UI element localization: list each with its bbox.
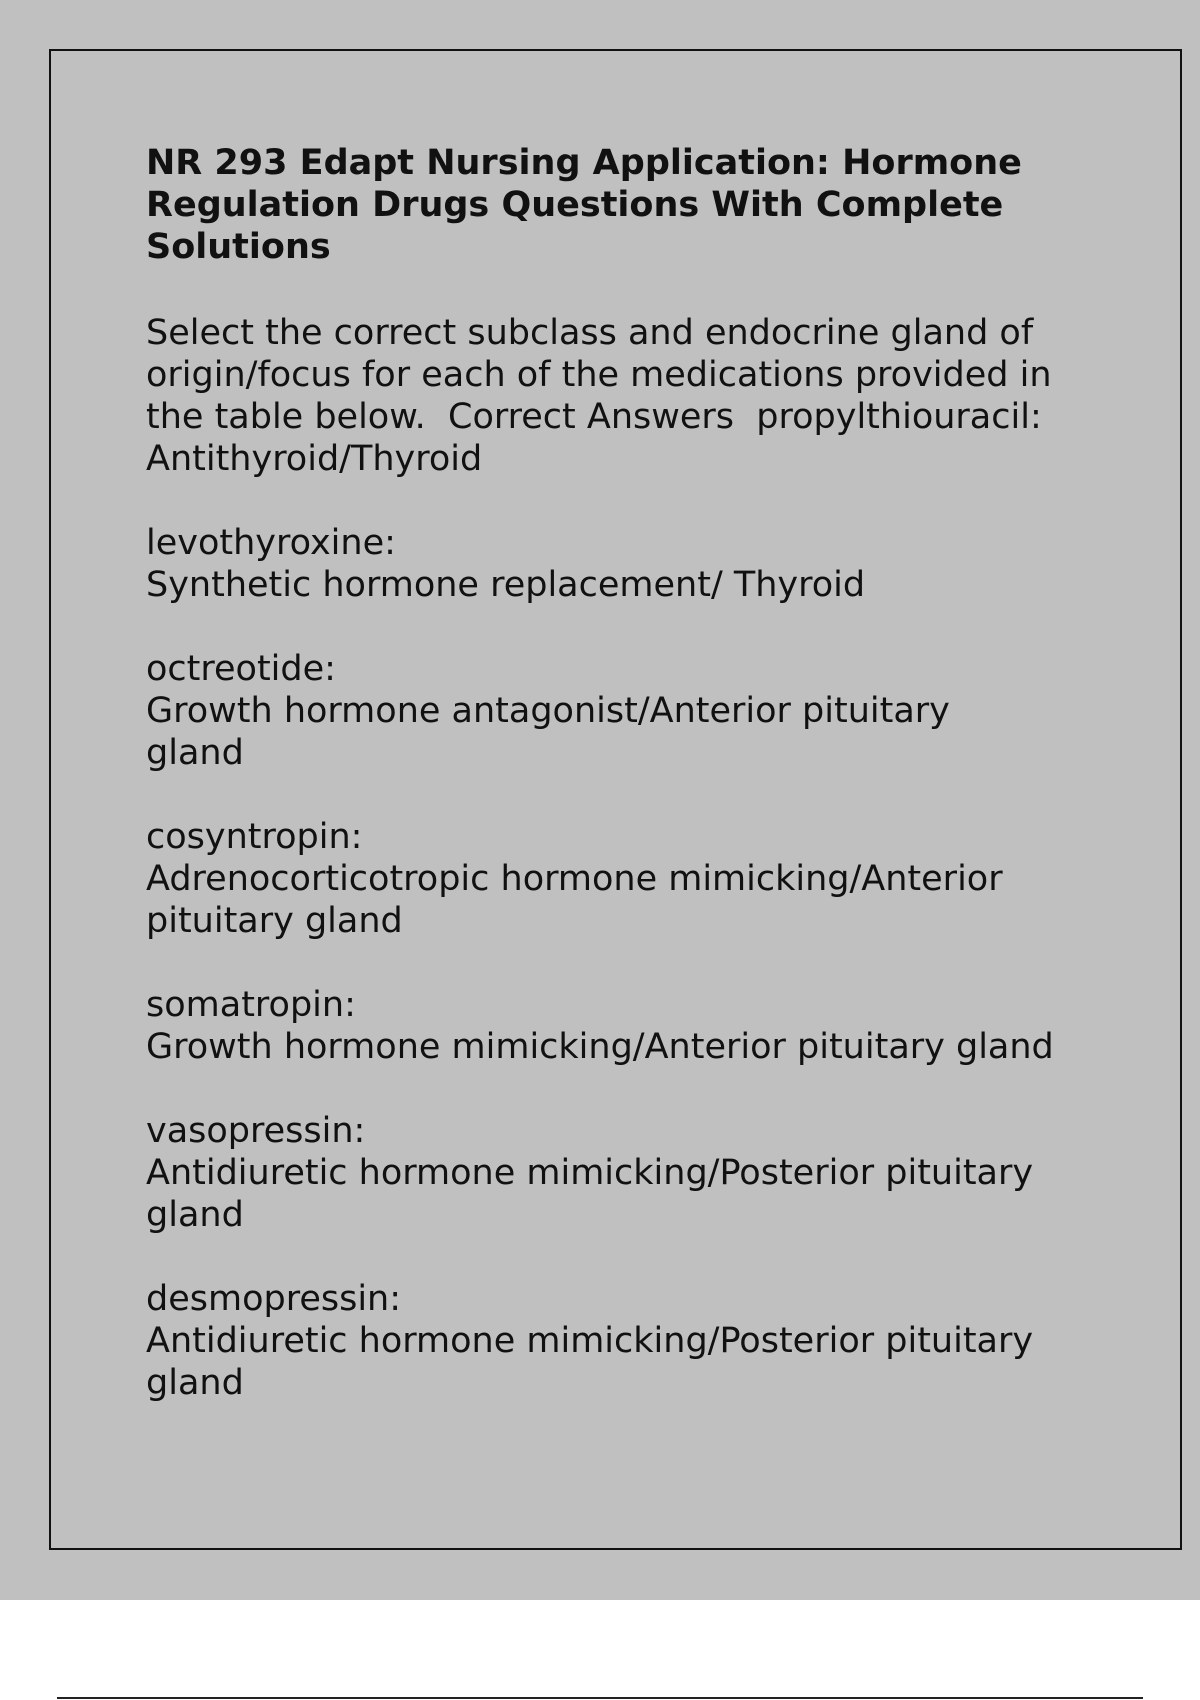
question-line: origin/focus for each of the medications provided in — [146, 355, 1052, 395]
answer-cosyntropin — [146, 816, 1106, 942]
title-line: Regulation Drugs Questions With Complete — [146, 185, 1004, 225]
answer-levothyroxine — [146, 522, 1106, 606]
drug-detail: Adrenocorticotropic hormone mimicking/Anterior — [146, 859, 1003, 899]
title-line: Solutions — [146, 227, 331, 267]
drug-detail: Growth hormone mimicking/Anterior pituitary gland — [146, 1027, 1054, 1067]
answer-somatropin — [146, 984, 1106, 1068]
question-line: Select the correct subclass and endocrine gland of — [146, 313, 1034, 353]
question-line: Antithyroid/Thyroid — [146, 439, 483, 479]
drug-detail: gland — [146, 1363, 244, 1403]
question-line: the table below. Correct Answers propylthiouracil: — [146, 397, 1042, 437]
drug-name: vasopressin: — [146, 1111, 366, 1151]
answer-desmopressin — [146, 1278, 1106, 1404]
drug-detail: Growth hormone antagonist/Anterior pituitary — [146, 691, 950, 731]
drug-detail: Antidiuretic hormone mimicking/Posterior pituitary — [146, 1153, 1034, 1193]
drug-detail: pituitary gland — [146, 901, 403, 941]
answer-octreotide — [146, 648, 1106, 774]
document-content — [146, 142, 1106, 1446]
drug-detail: Antidiuretic hormone mimicking/Posterior pituitary — [146, 1321, 1034, 1361]
drug-name: cosyntropin: — [146, 817, 363, 857]
drug-name: desmopressin: — [146, 1279, 402, 1319]
drug-detail: Synthetic hormone replacement/ Thyroid — [146, 565, 866, 605]
drug-name: octreotide: — [146, 649, 336, 689]
footer-divider — [57, 1697, 1143, 1699]
answer-vasopressin — [146, 1110, 1106, 1236]
drug-name: levothyroxine: — [146, 523, 396, 563]
question-paragraph — [146, 312, 1106, 480]
title-line: NR 293 Edapt Nursing Application: Hormone — [146, 143, 1022, 183]
drug-detail: gland — [146, 1195, 244, 1235]
drug-name: somatropin: — [146, 985, 356, 1025]
document-title — [146, 142, 1106, 268]
drug-detail: gland — [146, 733, 244, 773]
